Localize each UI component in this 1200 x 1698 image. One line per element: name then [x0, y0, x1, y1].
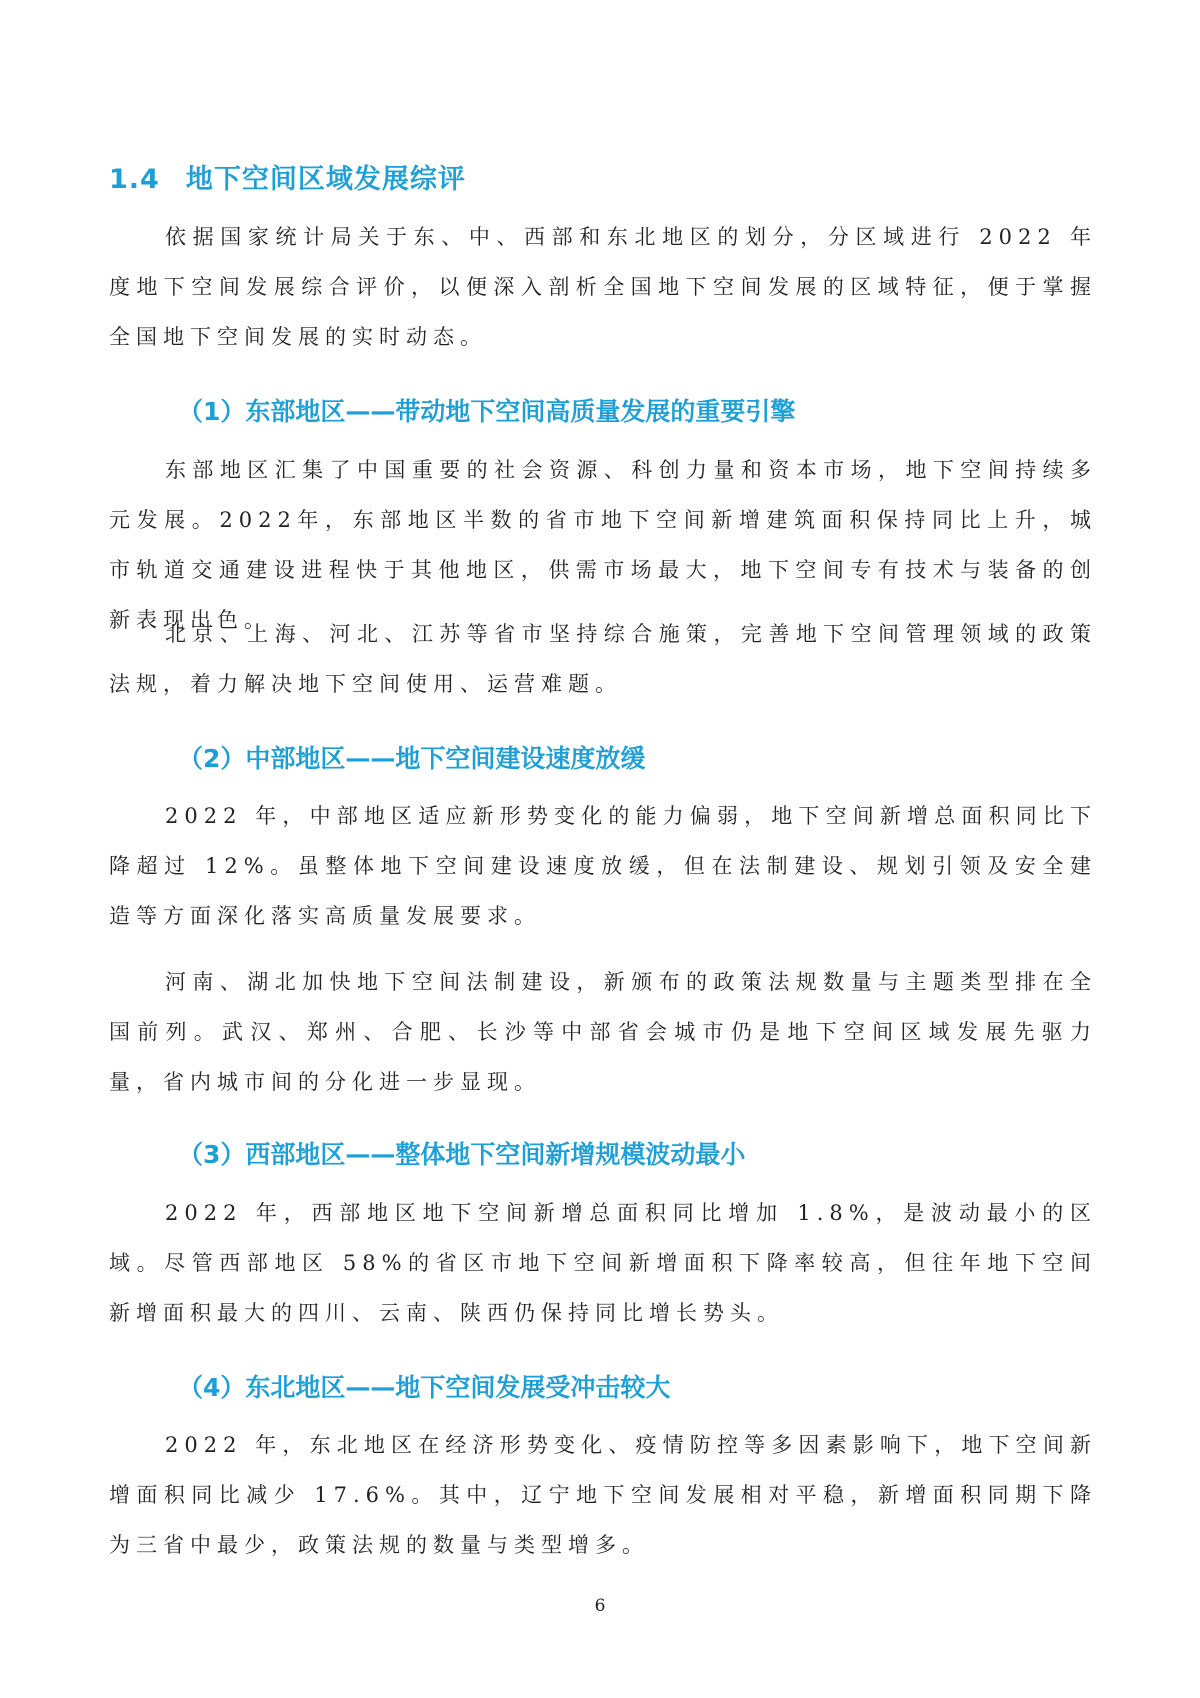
paragraph-central-2: 河南、湖北加快地下空间法制建设，新颁布的政策法规数量与主题类型排在全国前列。武汉、郑州、合肥、长沙等中部省会城市仍是地下空间区域发展先驱力量，省内城市间的分化进一步显现。	[109, 970, 1097, 1094]
intro-paragraph: 依据国家统计局关于东、中、西部和东北地区的划分，分区域进行 2022 年度地下空间发展综合评价，以便深入剖析全国地下空间发展的区域特征，便于掌握全国地下空间发展的实时动态。	[109, 225, 1097, 349]
subsection-heading-east: （1）东部地区——带动地下空间高质量发展的重要引擎	[178, 397, 796, 426]
paragraph-northeast-1: 2022 年，东北地区在经济形势变化、疫情防控等多因素影响下，地下空间新增面积同比减少 17.6%。其中，辽宁地下空间发展相对平稳，新增面积同期下降为三省中最少，政策法规的数量与类型增多。	[109, 1433, 1097, 1557]
paragraph-east-2: 北京、上海、河北、江苏等省市坚持综合施策，完善地下空间管理领域的政策法规，着力解决地下空间使用、运营难题。	[109, 622, 1097, 696]
paragraph-central-1: 2022 年，中部地区适应新形势变化的能力偏弱，地下空间新增总面积同比下降超过 12%。虽整体地下空间建设速度放缓，但在法制建设、规划引领及安全建造等方面深化落实高质量发展要求。	[109, 804, 1097, 928]
section-number: 1.4	[109, 164, 160, 195]
section-title: 地下空间区域发展综评	[185, 164, 466, 195]
paragraph-east-1: 东部地区汇集了中国重要的社会资源、科创力量和资本市场，地下空间持续多元发展。2022年，东部地区半数的省市地下空间新增建筑面积保持同比上升，城市轨道交通建设进程快于其他地区，供需市场最大，地下空间专有技术与装备的创新表现出色。	[109, 458, 1097, 632]
page-number: 6	[594, 1596, 606, 1616]
subsection-heading-northeast: （4）东北地区——地下空间发展受冲击较大	[178, 1373, 671, 1402]
paragraph-west-1: 2022 年，西部地区地下空间新增总面积同比增加 1.8%，是波动最小的区域。尽管西部地区 58%的省区市地下空间新增面积下降率较高，但往年地下空间新增面积最大的四川、云南、陕西仍保持同比增长势头。	[109, 1201, 1097, 1325]
subsection-heading-central: （2）中部地区——地下空间建设速度放缓	[178, 744, 646, 773]
subsection-heading-west: （3）西部地区——整体地下空间新增规模波动最小	[178, 1140, 746, 1169]
section-heading	[109, 160, 1097, 200]
